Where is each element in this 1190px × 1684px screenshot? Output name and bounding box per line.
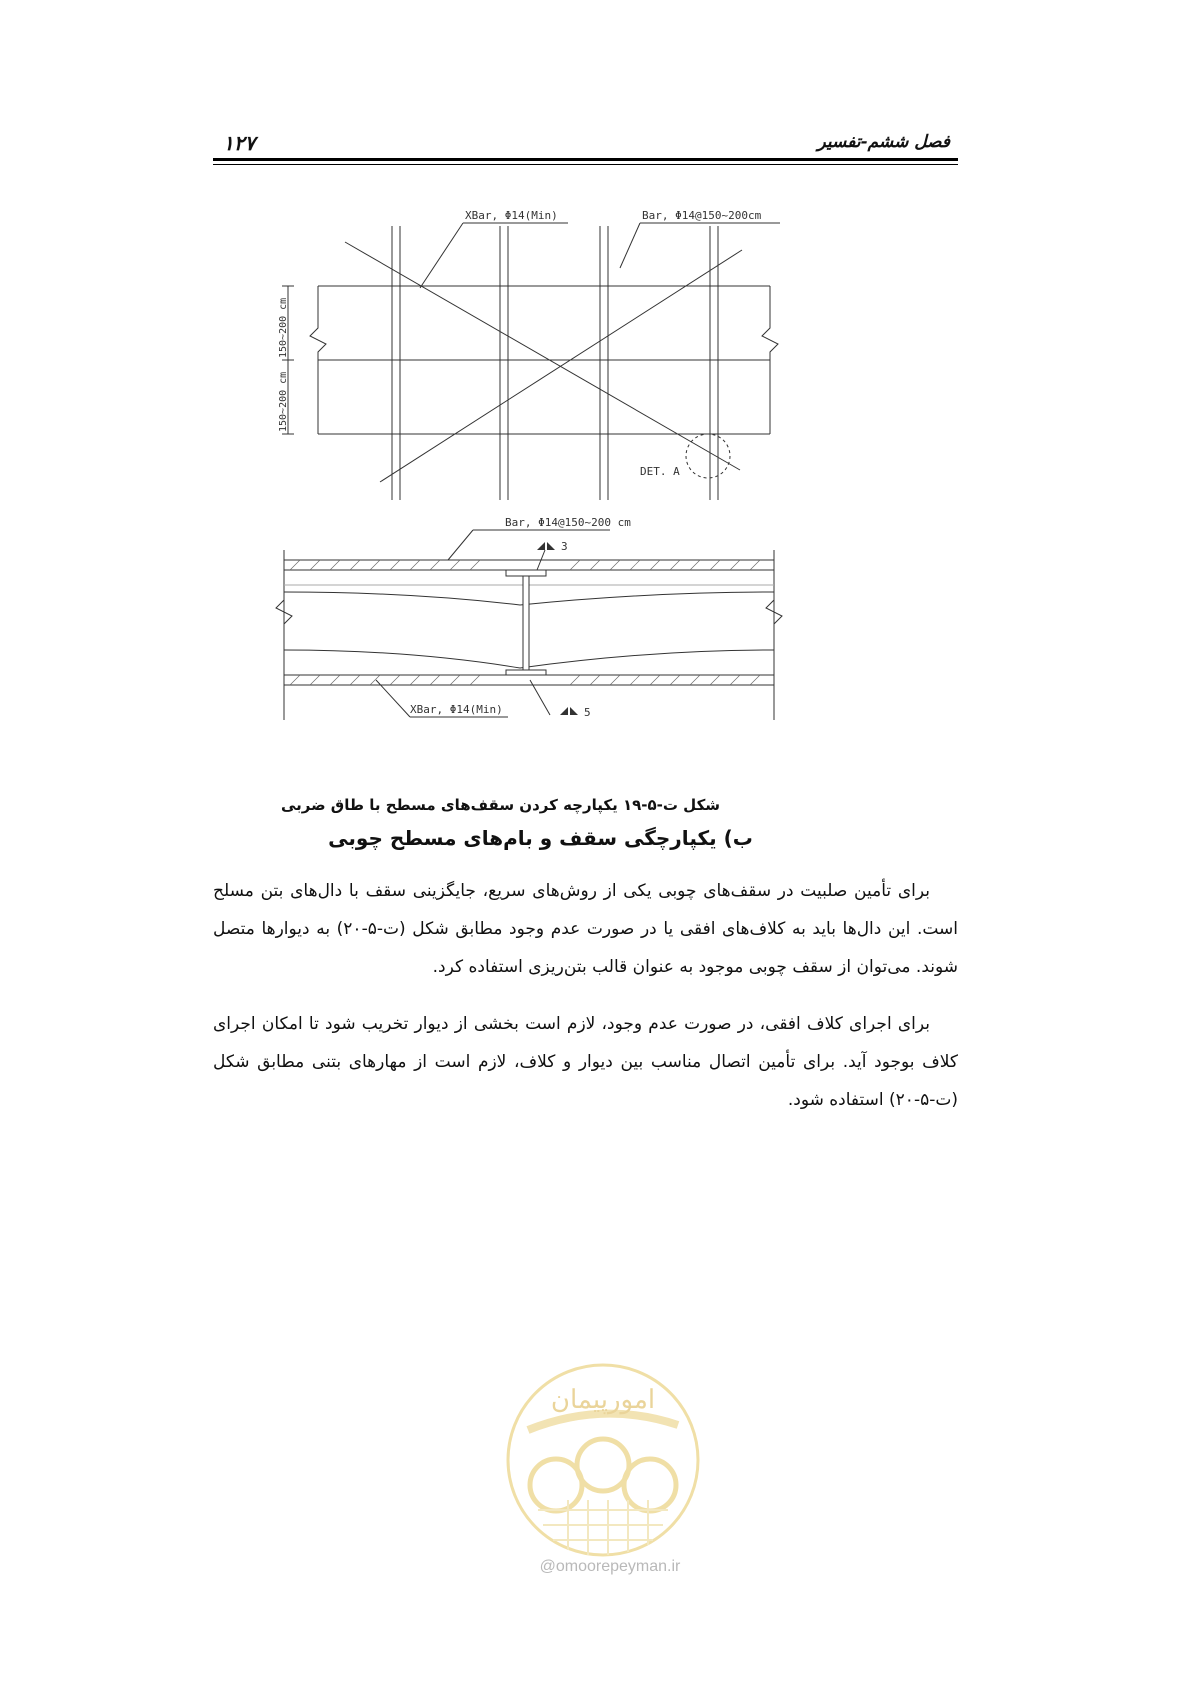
section-view (276, 530, 782, 720)
page-number: ۱۲۷ (223, 131, 256, 155)
chapter-title: فصل ششم-تفسیر (817, 132, 950, 152)
watermark-logo (488, 1360, 718, 1560)
section-xbar-label: XBar, Φ14(Min) (410, 703, 503, 716)
watermark-url: @omoorepeyman.ir (539, 1558, 681, 1575)
xbar-diagonal-1 (345, 242, 740, 470)
paragraph-2 (213, 1005, 958, 1119)
weld-label-bottom: 5 (584, 706, 591, 719)
plan-bar-label: Bar, Φ14@150~200cm (642, 209, 762, 222)
plan-xbar-label: XBar, Φ14(Min) (465, 209, 558, 222)
paragraph-1 (213, 872, 958, 986)
structural-drawing (278, 209, 840, 780)
paragraph-text: برای اجرای کلاف افقی، در صورت عدم وجود، لازم است بخشی از دیوار تخریب شود تا امکان اجرای کلاف بوجود آید. برای تأمین اتصال مناسب بین دیوار و کلاف، لازم است از مهارهای بتنی مطابق شکل (ت-۵-۲۰) استفاده شود. (213, 1014, 958, 1110)
paragraph-text: برای تأمین صلبیت در سقف‌های چوبی یکی از روش‌های سریع، جایگزینی سقف با دال‌های بتن مسلح است. این دال‌ها باید به کلاف‌های افقی یا در صورت عدم وجود مطابق شکل (ت-۵-۲۰) به دیوارها متصل شوند. می‌توان از سقف چوبی موجود به عنوان قالب بتن‌ریزی استفاده کرد. (213, 881, 959, 977)
header-rule-thick (213, 158, 958, 161)
section-heading: ب) یکپارچگی سقف و بام‌های مسطح چوبی (328, 826, 753, 850)
watermark-logo-text: امورپیمان (550, 1385, 656, 1415)
xbar-diagonal-2 (380, 250, 742, 482)
dim-label-top: 150~200 cm (278, 297, 289, 358)
header-rule-thin (213, 164, 958, 165)
dim-label-bottom: 150~200 cm (278, 371, 289, 432)
plan-view (282, 223, 780, 500)
weld-label-top: 3 (561, 540, 568, 553)
section-bar-label: Bar, Φ14@150~200 cm (505, 516, 631, 529)
figure-caption: شکل ت-۵-۱۹ یکپارچه کردن سقف‌های مسطح با طاق ضربی (280, 796, 721, 814)
detail-label: DET. A (640, 465, 680, 478)
page-header (213, 128, 958, 164)
